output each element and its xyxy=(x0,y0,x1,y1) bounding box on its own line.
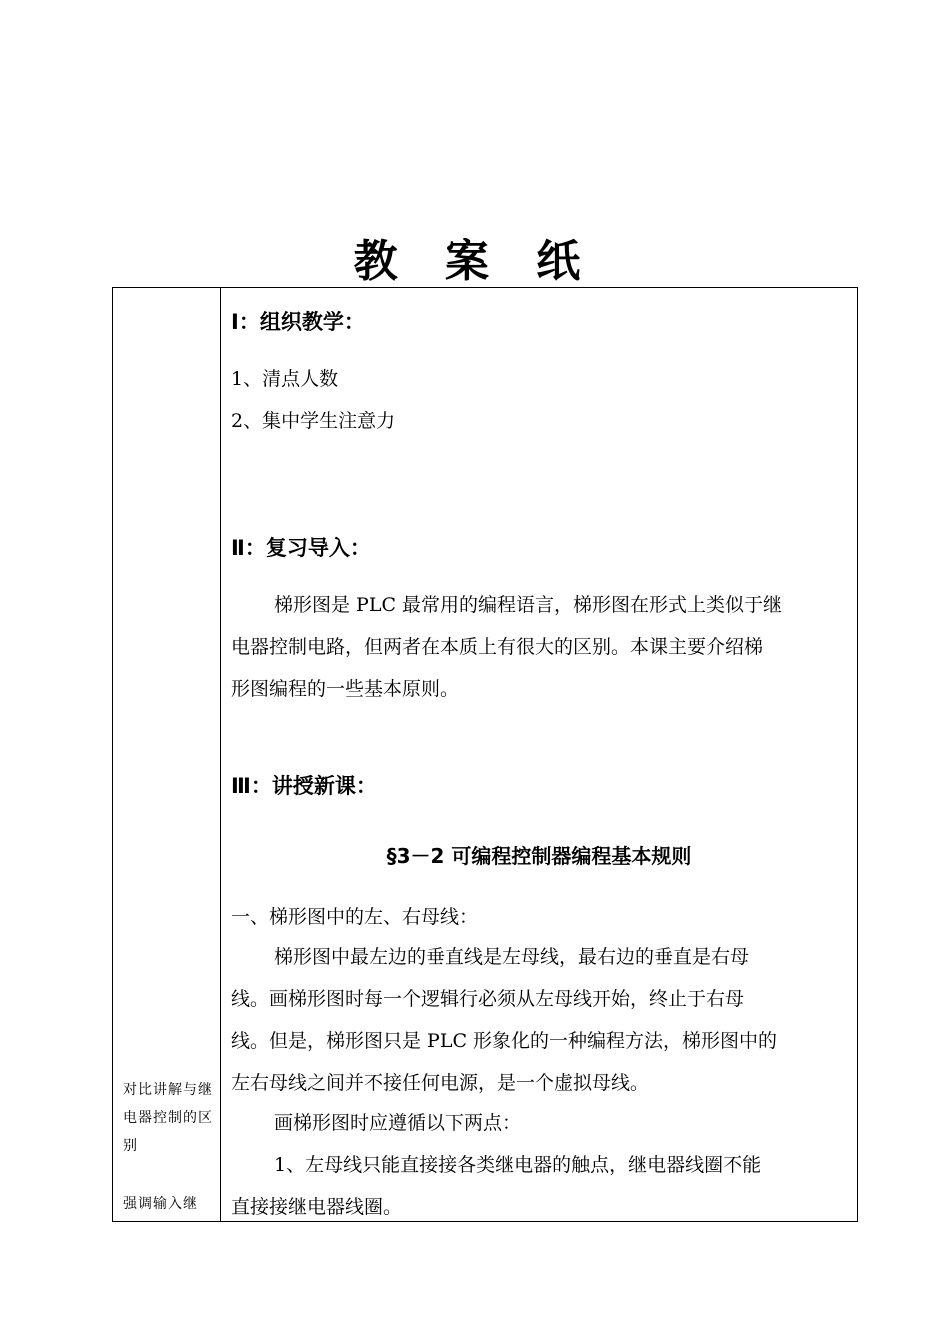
lesson-subtitle: §3－2 可编程控制器编程基本规则 xyxy=(386,844,692,868)
list-item: 2、集中学生注意力 xyxy=(231,410,396,432)
section-heading-organize: Ⅰ：组织教学： xyxy=(231,310,365,334)
paragraph-line: 电器控制电路，但两者在本质上有很大的区别。本课主要介绍梯 xyxy=(231,636,764,658)
paragraph-line: 梯形图是 PLC 最常用的编程语言，梯形图在形式上类似于继 xyxy=(274,594,783,616)
paragraph-line: 梯形图中最左边的垂直线是左母线，最右边的垂直是右母 xyxy=(274,946,750,968)
page-title: 教 案 纸 xyxy=(353,236,597,287)
margin-note: 强调输入继 xyxy=(123,1196,198,1212)
paragraph-line: 线。画梯形图时每一个逻辑行必须从左母线开始，终止于右母 xyxy=(231,988,745,1010)
paragraph-line: 直接接继电器线圈。 xyxy=(231,1196,403,1218)
paragraph-line: 画梯形图时应遵循以下两点： xyxy=(274,1112,522,1134)
paragraph-line: 左右母线之间并不接任何电源，是一个虚拟母线。 xyxy=(231,1072,650,1094)
margin-note: 对比讲解与继电器控制的区别 xyxy=(123,1082,213,1154)
lesson-content-column xyxy=(221,288,857,1221)
section-heading-review: Ⅱ：复习导入： xyxy=(231,536,371,560)
margin-notes-column xyxy=(113,288,221,1221)
section-heading-new-lesson: Ⅲ：讲授新课： xyxy=(231,774,377,798)
list-item: 1、清点人数 xyxy=(231,368,339,390)
paragraph-line: 线。但是，梯形图只是 PLC 形象化的一种编程方法，梯形图中的 xyxy=(231,1030,778,1052)
paragraph-line: 形图编程的一些基本原则。 xyxy=(231,678,460,700)
paragraph-line: 1、左母线只能直接接各类继电器的触点，继电器线圈不能 xyxy=(274,1154,762,1176)
lesson-plan-table xyxy=(112,287,858,1222)
paragraph-line: 一、梯形图中的左、右母线： xyxy=(231,906,479,928)
